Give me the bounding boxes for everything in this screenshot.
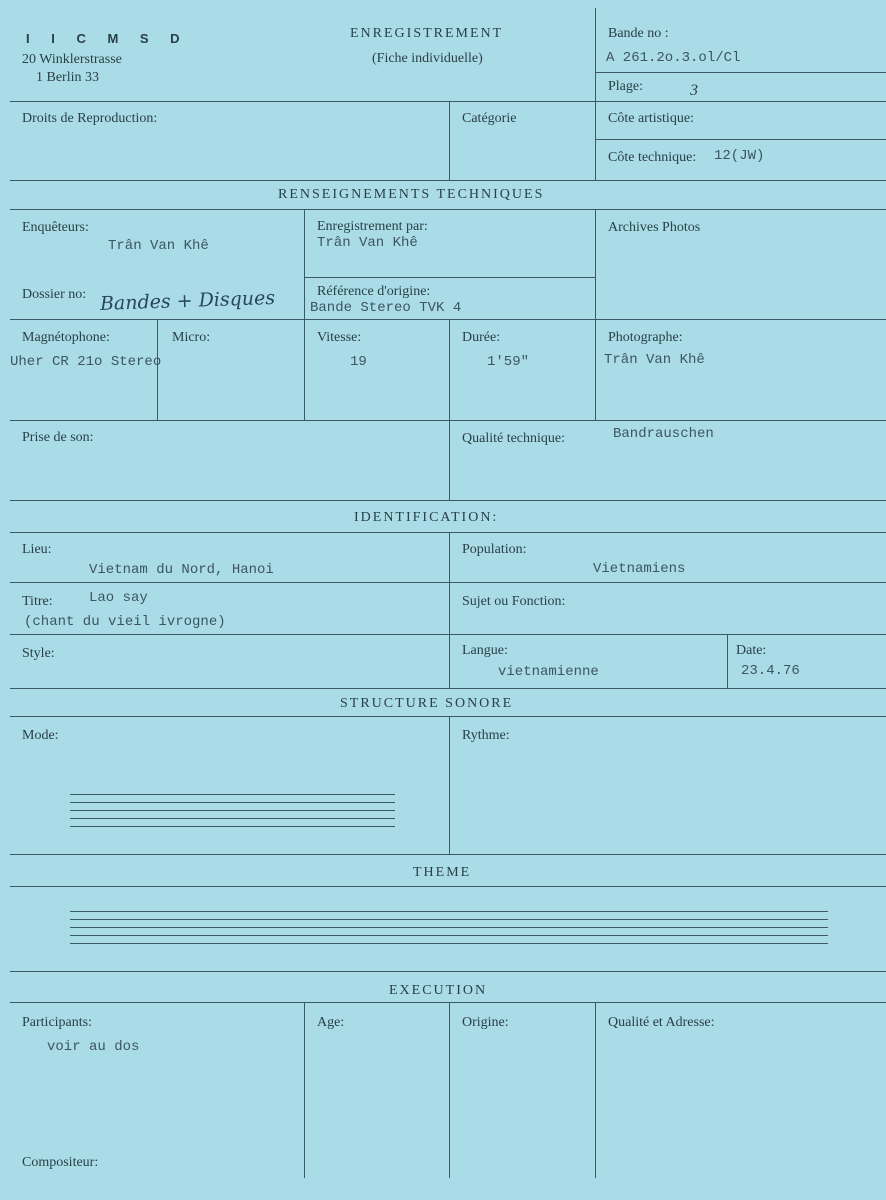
divider-tech-title	[10, 209, 886, 210]
divider-equipment-bottom	[10, 420, 886, 421]
address-line-2: 1 Berlin 33	[36, 70, 99, 85]
population-label: Population:	[462, 542, 527, 557]
compositeur-label: Compositeur:	[22, 1155, 99, 1170]
card-title: ENREGISTREMENT	[350, 26, 504, 41]
prise-de-son-label: Prise de son:	[22, 430, 94, 445]
micro-label: Micro:	[172, 330, 211, 345]
cote-technique-label: Côte technique:	[608, 150, 697, 165]
divider-duree	[449, 319, 450, 420]
card-subtitle: (Fiche individuelle)	[372, 51, 483, 66]
divider-rights-bottom	[10, 180, 886, 181]
lieu-value: Vietnam du Nord, Hanoi	[89, 562, 274, 578]
divider-ident-bottom	[10, 688, 886, 689]
origine-label: Origine:	[462, 1015, 509, 1030]
date-value: 23.4.76	[741, 663, 800, 679]
cote-technique-value: 12(JW)	[714, 148, 765, 164]
magnetophone-value: Uher CR 21o Stereo	[10, 354, 162, 370]
lieu-label: Lieu:	[22, 542, 52, 557]
participants-value: voir au dos	[47, 1039, 140, 1055]
archives-photos-label: Archives Photos	[608, 220, 701, 235]
enregistrement-par-label: Enregistrement par:	[317, 219, 428, 234]
divider-date	[727, 634, 728, 688]
plage-label: Plage:	[608, 79, 643, 94]
divider-header-right	[595, 8, 596, 180]
mode-label: Mode:	[22, 728, 59, 743]
divider-ident-title	[10, 532, 886, 533]
divider-cote	[595, 139, 886, 140]
divider-qualite	[449, 420, 450, 500]
magnetophone-label: Magnétophone:	[22, 330, 110, 345]
sujet-label: Sujet ou Fonction:	[462, 594, 566, 609]
photographe-label: Photographe:	[608, 330, 683, 345]
style-label: Style:	[22, 646, 55, 661]
divider-enquete	[304, 209, 305, 420]
divider-structure-title	[10, 716, 886, 717]
categorie-label: Catégorie	[462, 111, 517, 126]
enqueteurs-value: Trân Van Khê	[108, 238, 209, 254]
section-theme-title: THEME	[413, 865, 472, 880]
divider-plage-top	[595, 72, 886, 73]
divider-archives	[595, 209, 596, 420]
enqueteurs-label: Enquêteurs:	[22, 220, 89, 235]
divider-reference	[304, 277, 595, 278]
divider-execution-title	[10, 1002, 886, 1003]
dossier-value: Bandes + Disques	[99, 286, 276, 315]
photographe-value: Trân Van Khê	[604, 352, 705, 368]
section-technical-title: RENSEIGNEMENTS TECHNIQUES	[278, 187, 545, 202]
divider-theme-bottom	[10, 971, 886, 972]
divider-titre-bottom	[10, 634, 886, 635]
qualite-adresse-label: Qualité et Adresse:	[608, 1015, 715, 1030]
divider-age	[304, 1002, 305, 1178]
vitesse-value: 19	[350, 354, 367, 370]
titre-value: Lao say	[89, 590, 148, 606]
divider-tech-bottom	[10, 500, 886, 501]
rythme-label: Rythme:	[462, 728, 510, 743]
plage-value: 3	[690, 82, 698, 99]
qualite-technique-value: Bandrauschen	[613, 426, 714, 442]
divider-theme-title	[10, 886, 886, 887]
droits-label: Droits de Reproduction:	[22, 111, 158, 126]
divider-qualite-adresse	[595, 1002, 596, 1178]
divider-categorie	[449, 101, 450, 180]
vitesse-label: Vitesse:	[317, 330, 362, 345]
duree-value: 1'59"	[487, 354, 530, 370]
divider-dossier-bottom	[10, 319, 886, 320]
titre-label: Titre:	[22, 594, 53, 609]
age-label: Age:	[317, 1015, 345, 1030]
divider-lieu-bottom	[10, 582, 886, 583]
population-value: Vietnamiens	[593, 561, 686, 577]
divider-rythme	[449, 716, 450, 854]
bande-label: Bande no :	[608, 26, 669, 41]
participants-label: Participants:	[22, 1015, 92, 1030]
divider-header-bottom	[10, 101, 886, 102]
titre-value-2: (chant du vieil ivrogne)	[24, 614, 226, 630]
reference-label: Référence d'origine:	[317, 284, 431, 299]
divider-origine	[449, 1002, 450, 1178]
enregistrement-par-value: Trân Van Khê	[317, 235, 418, 251]
cote-artistique-label: Côte artistique:	[608, 111, 694, 126]
reference-value: Bande Stereo TVK 4	[310, 300, 462, 316]
qualite-technique-label: Qualité technique:	[462, 431, 566, 446]
address-line-1: 20 Winklerstrasse	[22, 52, 122, 67]
org-name: I I C M S D	[26, 31, 189, 46]
dossier-label: Dossier no:	[22, 287, 87, 302]
section-structure-title: STRUCTURE SONORE	[340, 696, 514, 711]
section-execution-title: EXECUTION	[389, 983, 488, 998]
langue-label: Langue:	[462, 643, 508, 658]
langue-value: vietnamienne	[498, 664, 599, 680]
divider-ident-mid	[449, 532, 450, 688]
date-label: Date:	[736, 643, 767, 658]
divider-structure-bottom	[10, 854, 886, 855]
duree-label: Durée:	[462, 330, 501, 345]
section-identification-title: IDENTIFICATION:	[354, 510, 499, 525]
bande-value: A 261.2o.3.ol/Cl	[606, 50, 741, 66]
